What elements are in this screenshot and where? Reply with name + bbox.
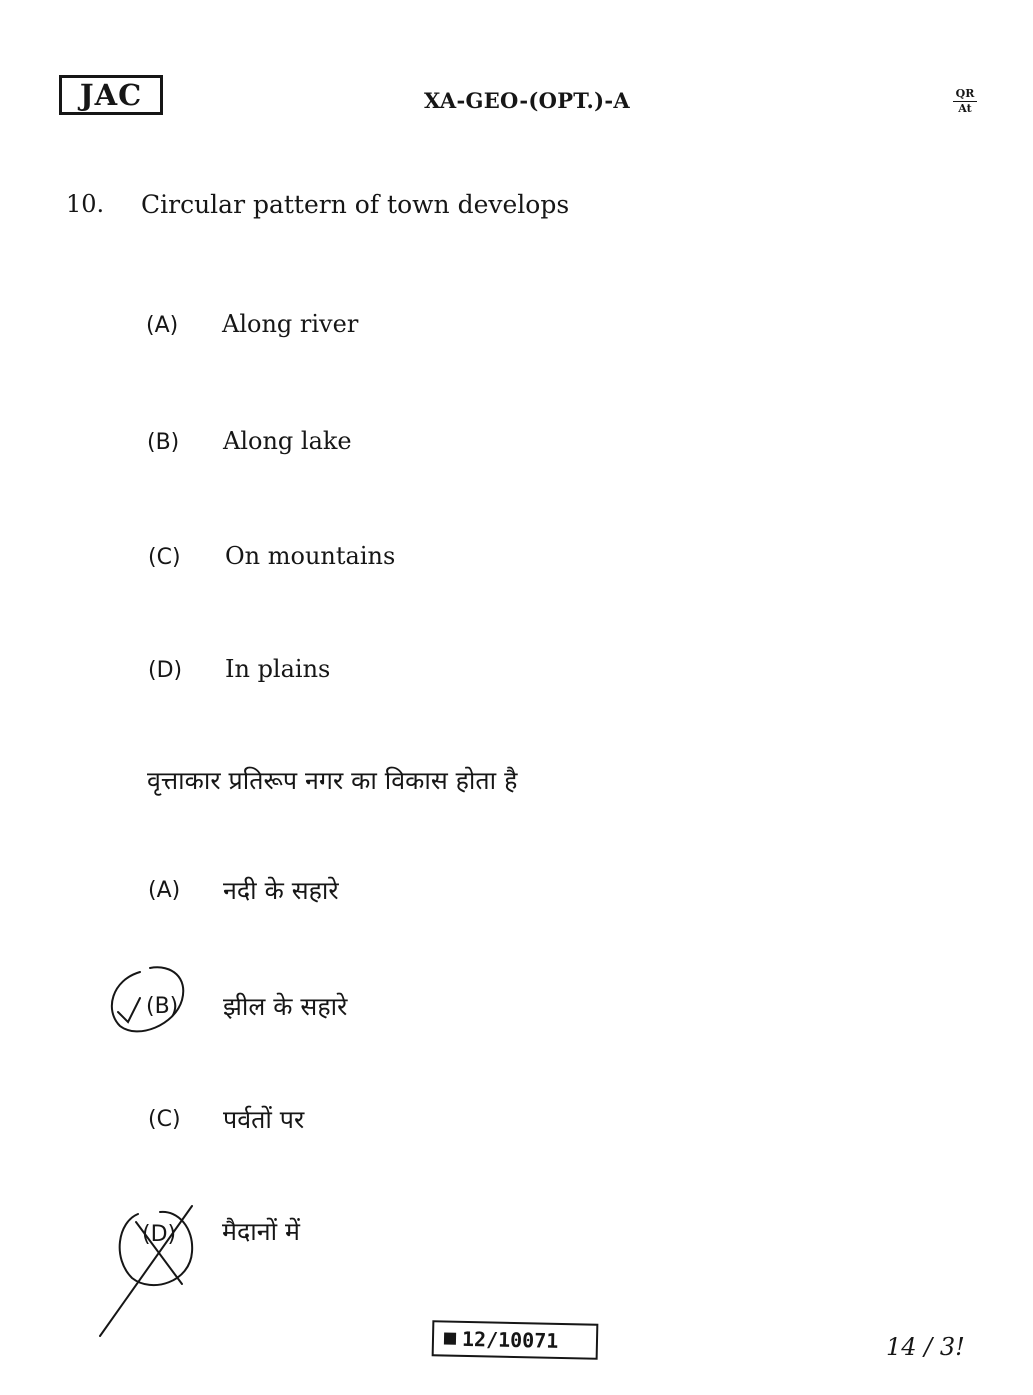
question-text-hi: वृत्ताकार प्रतिरूप नगर का विकास होता है — [147, 766, 518, 795]
option-d-letter-en: (D) — [148, 658, 183, 683]
cross-mark-option-d — [100, 1206, 192, 1336]
page-number: 14 / 3! — [886, 1333, 965, 1361]
option-c-letter-en: (C) — [148, 545, 181, 570]
square-bullet-icon — [444, 1333, 456, 1345]
option-d-text-en: In plains — [225, 655, 331, 683]
option-c-text-hi: पर्वतों पर — [223, 1105, 305, 1134]
question-text-en: Circular pattern of town develops — [141, 190, 570, 219]
option-c-letter-hi: (C) — [148, 1107, 181, 1132]
option-d-text-hi: मैदानों में — [222, 1217, 300, 1246]
board-label-box: JAC — [59, 75, 163, 115]
option-b-text-hi: झील के सहारे — [223, 992, 348, 1021]
option-c-text-en: On mountains — [225, 542, 396, 570]
serial-number-box — [432, 1320, 599, 1359]
option-a-letter-hi: (A) — [148, 878, 181, 903]
question-number: 10. — [66, 190, 105, 218]
circle-mark-option-b — [112, 967, 183, 1031]
corner-mark-bottom: At — [958, 102, 972, 115]
tick-mark-option-b — [118, 998, 140, 1022]
option-a-text-en: Along river — [222, 310, 359, 338]
option-b-text-en: Along lake — [223, 427, 352, 455]
option-b-letter-en: (B) — [147, 430, 180, 455]
option-a-text-hi: नदी के सहारे — [223, 876, 339, 905]
option-a-letter-en: (A) — [146, 313, 179, 338]
option-d-letter-hi: (D) — [142, 1222, 177, 1247]
serial-number: 12/10071 — [461, 1326, 559, 1353]
corner-mark-top: QR — [955, 87, 975, 100]
option-b-letter-hi: (B) — [146, 994, 179, 1019]
paper-code: XA-GEO-(OPT.)-A — [424, 88, 630, 113]
